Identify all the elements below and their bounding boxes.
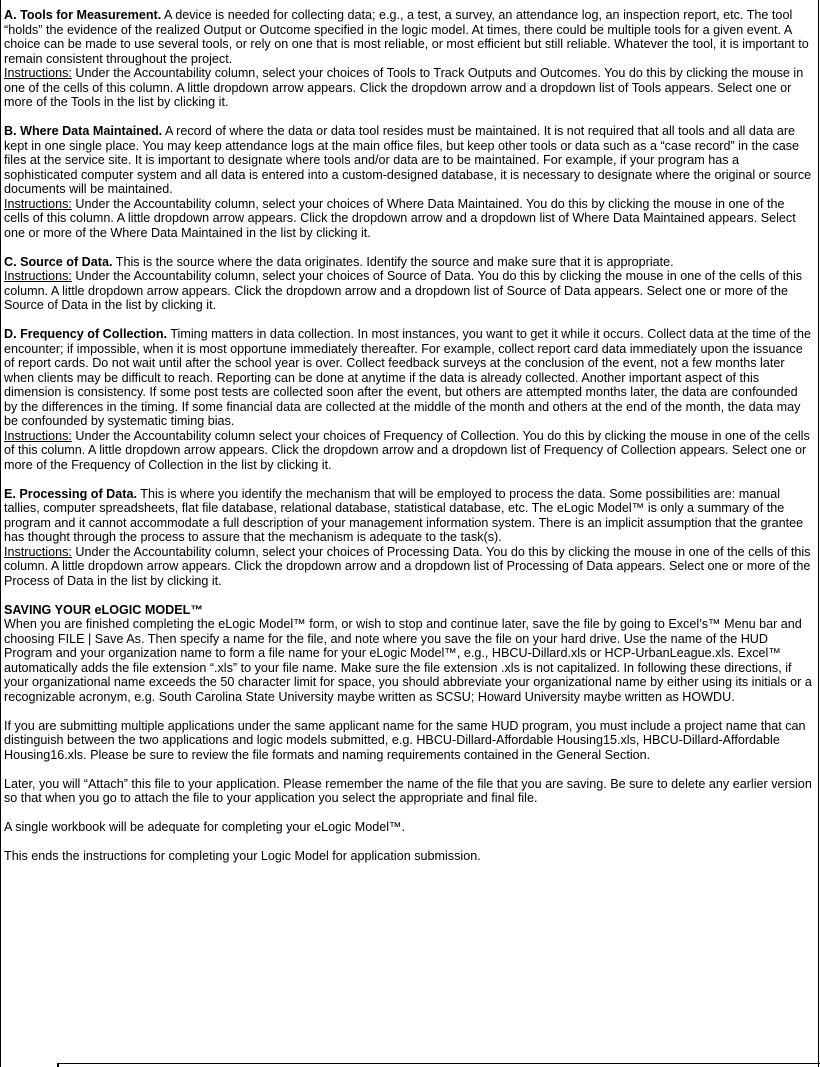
- section-d-body: Timing matters in data collection. In most instances, you want to get it while it occurs. Collect data at the time of the encounter; if impossible, when it is most opportune immediately thereafter. For example, collect report card data immediately upon the issuance of report cards. Do not wait until after the school year is over. Collect feedback surveys at the conclusion of the event, not a few months later when clients may be difficult to reach. Reporting can be done at anytime if the data is already collected. Another important aspect of this dimension is consistency. If some post tests are collected soon after the event, but others are attempted months later, the data are confounded by the differences in the timing. If some financial data are collected at the middle of the month and others at the end of the month, the data may be confounded by systematic timing bias.: [4, 327, 812, 428]
- section-d-heading: D. Frequency of Collection.: [4, 327, 168, 341]
- section-c-instructions-text: Under the Accountability column, select your choices of Source of Data. You do this by clicking the mouse in one of the cells of this column. A little dropdown arrow appears. Click the dropdown arrow and a dropdown list of Source of Data appears. Select one or more of the Source of Data in the list by clicking it.: [4, 269, 803, 312]
- section-b-instructions-text: Under the Accountability column, select your choices of Where Data Maintained. You do this by clicking the mouse in one of the cells of this column. A little dropdown arrow appears. Click the dropdown arrow and a dropdown list of Where Data Maintained appears. Select one or more of the Where Data Maintained in the list by clicking it.: [4, 196, 796, 240]
- saving-paragraph-2: If you are submitting multiple applications under the same applicant name for the same HUD program, you must include a project name that can distinguish between the two applications and logic models submitted, e.g. HBCU-Dillard-Affordable Housing15.xls, HBCU-Dillard-Affordable Housing16.xls. Please be sure to review the file formats and naming requirements contained in the General Section.: [4, 718, 806, 762]
- saving-heading: SAVING YOUR eLOGIC MODEL™: [4, 602, 203, 617]
- section-b-instructions-label: Instructions:: [4, 196, 72, 211]
- section-e-instructions: [4, 545, 813, 589]
- section-e-instructions-label: Instructions:: [4, 544, 72, 559]
- bottom-gridline-tick: [57, 1063, 59, 1067]
- section-b-instructions: [4, 197, 813, 241]
- section-a-body: A device is needed for collecting data; e.g., a test, a survey, an attendance log, an inspection report, etc. The tool “holds” the evidence of the realized Output or Outcome specified in the logic model. At times, there could be multiple tools for a given event. A choice can be made to use several tools, or rely on one that is most reliable, or most efficient but still reliable. Whatever the tool, it is important to remain consistent throughout the project.: [4, 8, 809, 66]
- section-b-body: A record of where the data or data tool resides must be maintained. It is not required that all tools and all data are kept in one single place. You may keep attendance logs at the main office files, but keep other tools or data such as a “case record” in the case files at the service site. It is important to designate where tools and/or data are to be maintained. For example, if your program has a sophisticated computer system and all data is entered into a custom-designed database, it is necessary to designate where the original or source documents will be maintained.: [4, 124, 812, 196]
- saving-paragraph-3: Later, you will “Attach” this file to your application. Please remember the name of the file that you are saving. Be sure to delete any earlier version so that when you go to attach the file to your application you select the appropriate and final file.: [4, 776, 812, 805]
- section-c-instructions-label: Instructions:: [4, 269, 72, 283]
- section-e-paragraph: [4, 487, 813, 545]
- section-e: [4, 487, 813, 589]
- section-d-instructions: [4, 429, 813, 473]
- section-c-body: This is the source where the data originates. Identify the source and make sure that it is appropriate.: [115, 254, 674, 269]
- section-d-instructions-text: Under the Accountability column select your choices of Frequency of Collection. You do this by clicking the mouse in one of the cells of this column. A little dropdown arrow appears. Click the dropdown arrow and a dropdown list of Frequency of Collection appears. Select one or more of the Frequency of Collection in the list by clicking it.: [4, 428, 810, 472]
- section-d-paragraph: [4, 327, 813, 429]
- section-d-instructions-label: Instructions:: [4, 428, 72, 443]
- section-b: [4, 124, 813, 240]
- section-c-heading: C. Source of Data.: [4, 254, 113, 269]
- bottom-gridline: [57, 1063, 820, 1064]
- section-a: [4, 8, 813, 110]
- section-a-heading: A. Tools for Measurement.: [4, 8, 162, 22]
- section-a-paragraph: [4, 8, 813, 66]
- section-a-instructions-label: Instructions:: [4, 66, 72, 80]
- saving-paragraph-4: A single workbook will be adequate for completing your eLogic Model™.: [4, 820, 406, 834]
- section-c-paragraph: [4, 255, 813, 270]
- section-d: [4, 327, 813, 472]
- saving-section: [4, 603, 813, 864]
- closing-paragraph: This ends the instructions for completing your Logic Model for application submission.: [4, 849, 481, 863]
- section-b-paragraph: [4, 124, 813, 197]
- section-a-instructions: [4, 66, 813, 110]
- section-c: [4, 255, 813, 313]
- section-e-body: This is where you identify the mechanism that will be employed to process the data. Some possibilities are: manual tallies, computer spreadsheets, flat file database, relational database, statistical database, etc. The eLogic Model™ is only a summary of the program and it cannot accommodate a full description of your management information system. There is an implicit assumption that the grantee has thought through the process to assure that the mechanism is adequate to the task(s).: [4, 486, 804, 544]
- section-b-heading: B. Where Data Maintained.: [4, 124, 163, 138]
- section-a-instructions-text: Under the Accountability column, select your choices of Tools to Track Outputs and Outcomes. You do this by clicking the mouse in one of the cells of this column. A little dropdown arrow appears. Click the dropdown arrow and a dropdown list of Tools appears. Select one or more of the Tools in the list by clicking it.: [4, 66, 804, 109]
- section-e-instructions-text: Under the Accountability column, select your choices of Processing Data. You do this by clicking the mouse in one of the cells of this column. A little dropdown arrow appears. Click the dropdown arrow and a dropdown list of Processing of Data appears. Select one or more of the Process of Data in the list by clicking it.: [4, 544, 811, 588]
- section-c-instructions: [4, 269, 813, 313]
- saving-paragraph-1: When you are finished completing the eLogic Model™ form, or wish to stop and continue later, save the file by going to Excel’s™ Menu bar and choosing FILE | Save As. Then specify a name for the file, and note where you save the file on your hard drive. Use the name of the HUD Program and your organization name to form a file name for your eLogic Model™, e.g., HBCU-Dillard.xls or HCP-UrbanLeague.xls. Excel™ automatically adds the file extension “.xls” to your file name. Make sure the file extension .xls is not capitalized. In following these directions, if your organizational name exceeds the 50 character limit for space, you should abbreviate your organizational name by either using its initials or a recognizable acronym, e.g. South Carolina State University maybe written as SCSU; Howard University maybe written as HOWDU.: [4, 617, 812, 704]
- section-e-heading: E. Processing of Data.: [4, 486, 137, 501]
